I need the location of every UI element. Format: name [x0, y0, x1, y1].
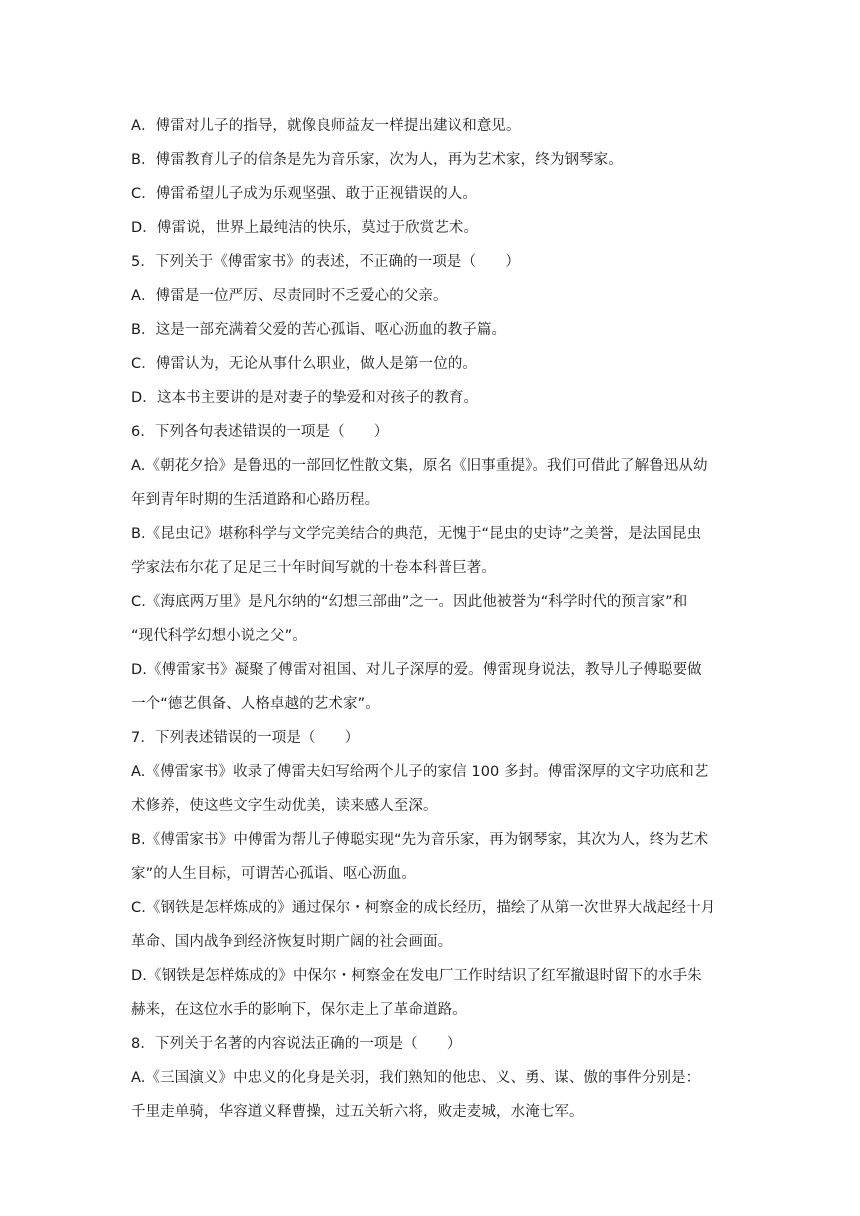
text-line: 年到青年时期的生活道路和心路历程。 — [131, 492, 380, 508]
text-line: 6．下列各句表述错误的一项是（ ） — [131, 424, 389, 440]
text-line: D．傅雷说，世界上最纯洁的快乐，莫过于欣赏艺术。 — [131, 220, 479, 236]
text-line: A.《傅雷家书》收录了傅雷夫妇写给两个儿子的家信 100 多封。傅雷深厚的文字功底和艺 — [131, 764, 709, 780]
document-body — [131, 109, 735, 1129]
text-line: 革命、国内战争到经济恢复时期广阔的社会画面。 — [131, 934, 453, 950]
text-line: B.《昆虫记》堪称科学与文学完美结合的典范，无愧于“昆虫的史诗”之美誉，是法国昆虫 — [131, 526, 702, 542]
text-line: D.《钢铁是怎样炼成的》中保尔・柯察金在发电厂工作时结识了红军撤退时留下的水手朱 — [131, 968, 702, 984]
text-line: 一个“德艺俱备、人格卓越的艺术家”。 — [131, 696, 380, 712]
text-line: 家”的人生目标，可谓苦心孤诣、呕心沥血。 — [131, 866, 417, 882]
text-line: 5．下列关于《傅雷家书》的表述，不正确的一项是（ ） — [131, 254, 520, 270]
text-line: “现代科学幻想小说之父”。 — [131, 628, 307, 644]
text-line: A.《三国演义》中忠义的化身是关羽，我们熟知的他忠、义、勇、谋、傲的事件分别是： — [131, 1070, 701, 1086]
text-line: A．傅雷对儿子的指导，就像良师益友一样提出建议和意见。 — [131, 118, 521, 134]
text-line: A.《朝花夕拾》是鲁迅的一部回忆性散文集，原名《旧事重提》。我们可借此了解鲁迅从幼 — [131, 458, 708, 474]
text-line: C．傅雷希望儿子成为乐观坚强、敢于正视错误的人。 — [131, 186, 478, 202]
text-line: B.《傅雷家书》中傅雷为帮儿子傅聪实现“先为音乐家，再为钢琴家，其次为人，终为艺术 — [131, 832, 709, 848]
text-line: B．这是一部充满着父爱的苦心孤诣、呕心沥血的教子篇。 — [131, 322, 507, 338]
text-line: C．傅雷认为，无论从事什么职业，做人是第一位的。 — [131, 356, 478, 372]
text-line: 8．下列关于名著的内容说法正确的一项是（ ） — [131, 1036, 462, 1052]
text-line: C.《海底两万里》是凡尔纳的“幻想三部曲”之一。因此他被誉为“科学时代的预言家”和 — [131, 594, 688, 610]
text-line: 术修养，使这些文字生动优美，读来感人至深。 — [131, 798, 438, 814]
text-line: 学家法布尔花了足足三十年时间写就的十卷本科普巨著。 — [131, 560, 496, 576]
text-line: 赫来，在这位水手的影响下，保尔走上了革命道路。 — [131, 1002, 467, 1018]
text-line: C.《钢铁是怎样炼成的》通过保尔・柯察金的成长经历，描绘了从第一次世界大战起经十月 — [131, 900, 716, 916]
text-line: D．这本书主要讲的是对妻子的挚爱和对孩子的教育。 — [131, 390, 479, 406]
text-line: D.《傅雷家书》凝聚了傅雷对祖国、对儿子深厚的爱。傅雷现身说法，教导儿子傅聪要做 — [131, 662, 702, 678]
text-line: B．傅雷教育儿子的信条是先为音乐家，次为人，再为艺术家，终为钢琴家。 — [131, 152, 623, 168]
text-line: A．傅雷是一位严厉、尽责同时不乏爱心的父亲。 — [131, 288, 448, 304]
text-line: 7．下列表述错误的一项是（ ） — [131, 730, 360, 746]
text-line: 千里走单骑，华容道义释曹操，过五关斩六将，败走麦城，水淹七军。 — [131, 1104, 584, 1120]
